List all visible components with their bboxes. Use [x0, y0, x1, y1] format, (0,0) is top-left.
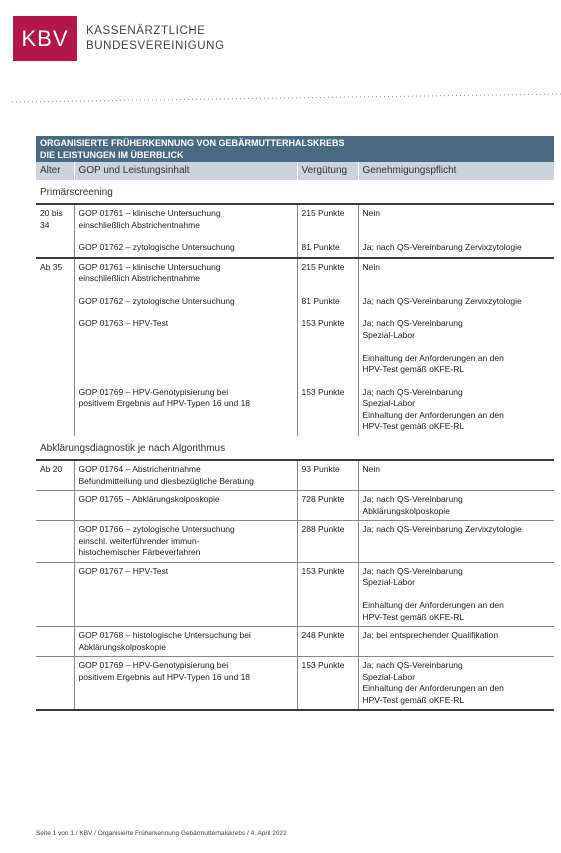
header-approval: Genehmigungspflicht: [358, 162, 554, 180]
table-row: [36, 288, 554, 311]
approval-cell: [358, 234, 554, 258]
table-row: [36, 491, 554, 521]
section-diagnostics-label: Abklärungsdiagnostik je nach Algorithmus: [36, 436, 554, 461]
gop-cell-line: GOP 01767 – HPV-Test: [78, 565, 169, 576]
gop-cell: [74, 204, 297, 234]
approval-cell: [358, 491, 554, 521]
age-cell-line: Ab 20: [40, 464, 63, 474]
gop-cell-line: GOP 01765 – Abklärungskolposkopie: [78, 494, 220, 504]
age-cell: [36, 204, 74, 234]
approval-cell-line: Ja; nach QS-Vereinbarung: [362, 386, 463, 397]
approval-cell-line: Ja; nach QS-Vereinbarung: [362, 660, 463, 670]
age-cell: [36, 460, 74, 491]
gop-cell-line: positivem Ergebnis auf HPV-Typen 16 und 18: [78, 398, 251, 408]
table-header-row: [36, 162, 554, 180]
fee-cell: 153 Punkte: [297, 310, 358, 379]
age-cell: [36, 379, 74, 436]
gop-cell-line: GOP 01768 – histologische Untersuchung bei: [78, 630, 251, 640]
approval-cell: [358, 379, 554, 436]
section-primary-screening-label: Primärscreening: [36, 180, 554, 205]
age-cell: [36, 234, 74, 258]
approval-cell-line: HPV-Test gemäß oKFE-RL: [362, 364, 465, 374]
approval-cell-line: Ja; nach QS-Vereinbarung Zervixzytologie: [362, 295, 522, 306]
gop-cell: [74, 310, 297, 379]
age-cell: [36, 562, 74, 627]
gop-cell-line: positivem Ergebnis auf HPV-Typen 16 und 18: [78, 671, 251, 682]
gop-cell-line: Befundmitteilung und diesbezügliche Beratung: [78, 475, 254, 486]
approval-cell-line: Einhaltung der Anforderungen an den: [362, 352, 504, 363]
fee-cell: 93 Punkte: [297, 460, 358, 491]
approval-cell: [358, 204, 554, 234]
age-cell: [36, 310, 74, 379]
gop-cell-line: einschl. weiterführender immun-: [78, 535, 200, 546]
page-footer: Seite 1 von 1 / KBV / Organisierte Früherkennung Gebärmutterhalskrebs / 4. April 2022: [36, 830, 287, 837]
logo-line-1: KASSENÄRZTLICHE: [86, 25, 206, 37]
table-title-line-2: DIE LEISTUNGEN IM ÜBERBLICK: [40, 150, 184, 160]
fee-cell: 215 Punkte: [297, 258, 358, 288]
dotted-divider: [12, 93, 561, 105]
table-row: [36, 460, 554, 491]
age-cell: [36, 627, 74, 657]
gop-cell-line: GOP 01762 – zytologische Untersuchung: [78, 295, 235, 306]
approval-cell-line: Spezial-Labor: [362, 398, 415, 408]
gop-cell: [74, 379, 297, 436]
gop-cell-line: GOP 01761 – klinische Untersuchung: [78, 208, 221, 218]
approval-cell-line: Nein: [362, 208, 380, 218]
fee-cell: 248 Punkte: [297, 627, 358, 657]
age-cell-line: Ab 35: [40, 261, 63, 272]
fee-cell: 153 Punkte: [297, 379, 358, 436]
approval-cell-line: Ja; bei entsprechender Qualifikation: [362, 630, 499, 640]
approval-cell-line: Spezial-Labor: [362, 577, 415, 587]
table-title: [36, 136, 554, 162]
gop-cell-line: GOP 01763 – HPV-Test: [78, 318, 169, 328]
gop-cell-line: GOP 01764 – Abstrichentnahme: [78, 464, 201, 474]
table-row: [36, 521, 554, 563]
logo-line-2: BUNDESVEREINIGUNG: [86, 40, 225, 52]
approval-cell-line: Einhaltung der Anforderungen an den: [362, 683, 504, 693]
approval-cell: [358, 562, 554, 627]
gop-cell-line: GOP 01769 – HPV-Genotypisierung bei: [78, 386, 229, 397]
header-age: Alter: [36, 162, 74, 180]
gop-cell: [74, 657, 297, 711]
section-diagnostics: [36, 436, 554, 461]
gop-cell: [74, 460, 297, 491]
table-row: [36, 258, 554, 288]
approval-cell: [358, 258, 554, 288]
fee-cell: 81 Punkte: [297, 288, 358, 311]
approval-cell-line: Nein: [362, 261, 380, 272]
approval-cell-line: HPV-Test gemäß oKFE-RL: [362, 611, 465, 622]
gop-cell: [74, 234, 297, 258]
approval-cell-line: Spezial-Labor: [362, 329, 415, 340]
table-title-line-1: ORGANISIERTE FRÜHERKENNUNG VON GEBÄRMUTTERHALSKREBS: [40, 138, 345, 148]
fee-cell: 81 Punkte: [297, 234, 358, 258]
approval-cell: [358, 657, 554, 711]
age-cell: [36, 491, 74, 521]
approval-cell-line: [363, 589, 551, 601]
table-row: [36, 562, 554, 627]
approval-cell-line: HPV-Test gemäß oKFE-RL: [362, 421, 465, 431]
approval-cell: [358, 288, 554, 311]
gop-cell: [74, 258, 297, 288]
age-cell-line: 34: [40, 219, 50, 230]
age-cell: [36, 657, 74, 711]
approval-cell: [358, 310, 554, 379]
fee-cell: 153 Punkte: [297, 657, 358, 711]
gop-cell-line: GOP 01761 – klinische Untersuchung: [78, 261, 221, 272]
gop-cell-line: einschließlich Abstrichentnahme: [78, 219, 200, 230]
table-row: [36, 657, 554, 711]
age-cell: [36, 288, 74, 311]
gop-cell: [74, 521, 297, 563]
gop-cell: [74, 627, 297, 657]
approval-cell: [358, 521, 554, 563]
approval-cell: [358, 460, 554, 491]
table-row: [36, 234, 554, 258]
gop-cell-line: GOP 01769 – HPV-Genotypisierung bei: [78, 660, 229, 670]
age-cell: [36, 521, 74, 563]
gop-cell-line: einschließlich Abstrichentnahme: [78, 273, 200, 283]
logo-abbr: KBV: [21, 25, 69, 51]
table-row: [36, 379, 554, 436]
approval-cell-line: Nein: [362, 464, 380, 474]
table-row: [36, 310, 554, 379]
approval-cell-line: Ja; nach QS-Vereinbarung: [362, 494, 463, 504]
header-fee: Vergütung: [297, 162, 358, 180]
age-cell: [36, 258, 74, 288]
age-cell-line: 20 bis: [40, 208, 63, 218]
approval-cell-line: Einhaltung der Anforderungen an den: [362, 409, 504, 420]
table-row: [36, 204, 554, 234]
fee-cell: 215 Punkte: [297, 204, 358, 234]
approval-cell-line: [363, 341, 551, 353]
approval-cell-line: Abklärungskolposkopie: [362, 505, 450, 516]
fee-cell: 288 Punkte: [297, 521, 358, 563]
approval-cell-line: HPV-Test gemäß oKFE-RL: [362, 694, 465, 705]
gop-cell-line: histochemischer Färbeverfahren: [78, 547, 201, 557]
approval-cell-line: Einhaltung der Anforderungen an den: [362, 600, 504, 610]
approval-cell-line: Spezial-Labor: [362, 671, 415, 682]
gop-cell: [74, 562, 297, 627]
services-table: [36, 136, 555, 711]
kbv-logo: [13, 16, 77, 61]
section-primary-screening: [36, 180, 554, 205]
gop-cell: [74, 491, 297, 521]
table-row: [36, 627, 554, 657]
table-title-row: [36, 136, 554, 162]
gop-cell: [74, 288, 297, 311]
gop-cell-line: Abklärungskolposkopie: [78, 641, 166, 652]
approval-cell-line: Ja; nach QS-Vereinbarung Zervixzytologie: [362, 242, 522, 252]
header-gop: GOP und Leistungsinhalt: [74, 162, 297, 180]
approval-cell: [358, 627, 554, 657]
approval-cell-line: Ja; nach QS-Vereinbarung: [362, 318, 463, 328]
logo-organization-name: [86, 24, 225, 54]
approval-cell-line: Ja; nach QS-Vereinbarung: [362, 565, 463, 576]
gop-cell-line: GOP 01766 – zytologische Untersuchung: [78, 524, 235, 534]
gop-cell-line: GOP 01762 – zytologische Untersuchung: [78, 242, 235, 252]
fee-cell: 153 Punkte: [297, 562, 358, 627]
approval-cell-line: Ja; nach QS-Vereinbarung Zervixzytologie: [362, 524, 522, 534]
fee-cell: 728 Punkte: [297, 491, 358, 521]
